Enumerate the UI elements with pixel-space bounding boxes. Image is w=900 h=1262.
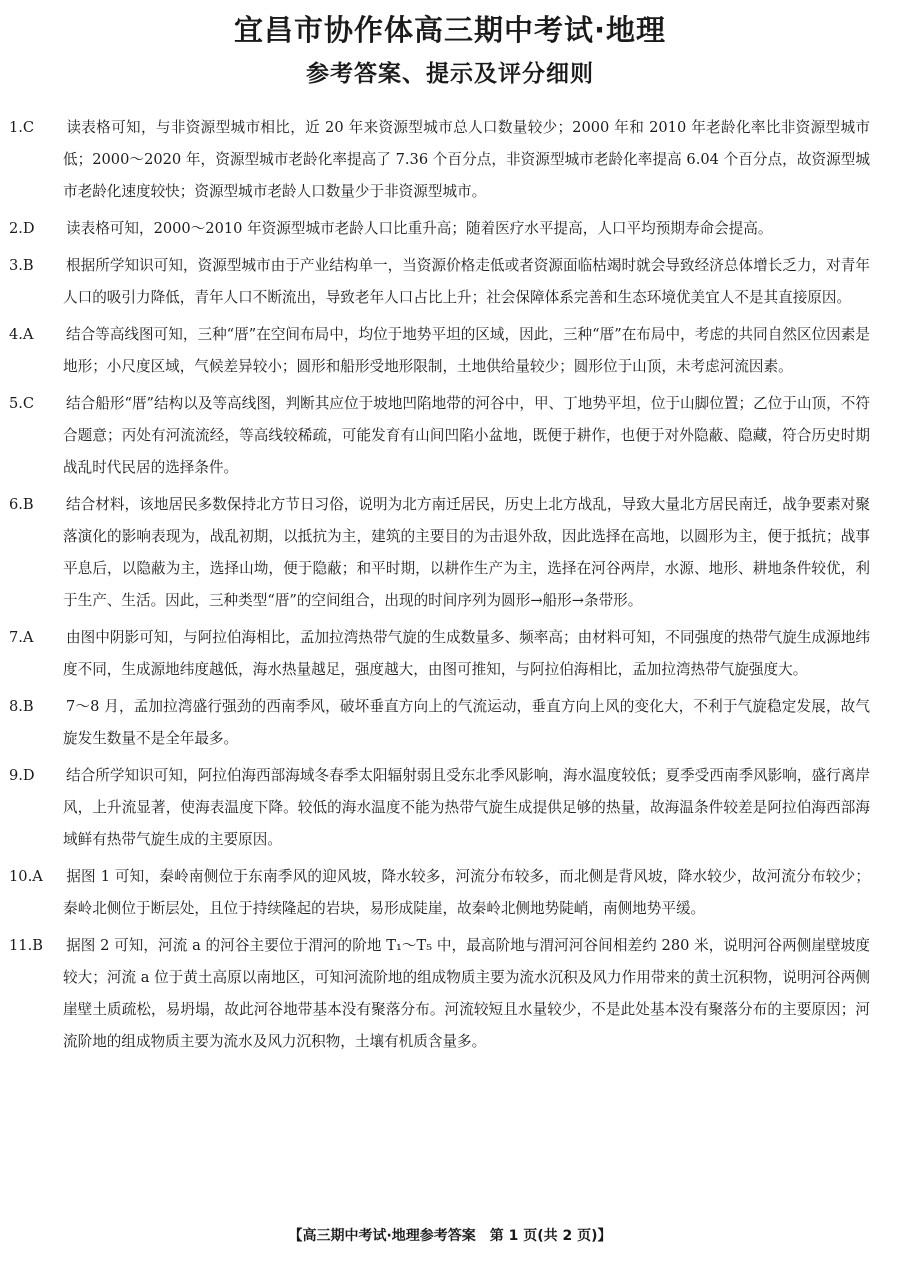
answer-number: 2.D <box>9 220 35 237</box>
answer-explanation: 7～8 月，孟加拉湾盛行强劲的西南季风，破坏垂直方向上的气流运动，垂直方向上风的变化大，不利于气旋稳定发展，故气旋发生数量不是全年最多。 <box>63 698 870 747</box>
answer-item <box>9 388 870 484</box>
answer-item <box>9 250 870 314</box>
answer-item <box>9 112 870 208</box>
answer-item <box>9 319 870 383</box>
answer-explanation: 根据所学知识可知，资源型城市由于产业结构单一，当资源价格走低或者资源面临枯竭时就会导致经济总体增长乏力，对青年人口的吸引力降低，青年人口不断流出，导致老年人口占比上升；社会保障体系完善和生态环境优美宜人不是其直接原因。 <box>63 257 870 306</box>
answer-explanation: 读表格可知，与非资源型城市相比，近 20 年来资源型城市总人口数量较少；2000 年和 2010 年老龄化率比非资源型城市低；2000～2020 年，资源型城市老龄化率提高了 7.36 个百分点，非资源型城市老龄化率提高 6.04 个百分点，故资源型城市老龄化速度较快；资源型城市老龄人口数量少于非资源型城市。 <box>63 119 870 200</box>
answer-item <box>9 489 870 617</box>
answer-number: 7.A <box>9 629 34 646</box>
answer-number: 8.B <box>9 698 34 715</box>
answer-explanation: 结合船形“厝”结构以及等高线图，判断其应位于坡地凹陷地带的河谷中，甲、丁地势平坦，位于山脚位置；乙位于山顶，不符合题意；丙处有河流流经，等高线较稀疏，可能发育有山间凹陷小盆地，既便于耕作，也便于对外隐蔽、隐藏，符合历史时期战乱时代民居的选择条件。 <box>63 395 870 476</box>
answer-number: 10.A <box>9 868 43 885</box>
answer-number: 6.B <box>9 496 34 513</box>
page-subtitle: 参考答案、提示及评分细则 <box>306 61 594 87</box>
answer-explanation: 结合等高线图可知，三种“厝”在空间布局中，均位于地势平坦的区域，因此，三种“厝”在布局中，考虑的共同自然区位因素是地形；小尺度区域，气候差异较小；圆形和船形受地形限制，土地供给量较少；圆形位于山顶，未考虑河流因素。 <box>63 326 870 375</box>
answer-item <box>9 861 870 925</box>
answer-explanation: 由图中阴影可知，与阿拉伯海相比，孟加拉湾热带气旋的生成数量多、频率高；由材料可知，不同强度的热带气旋生成源地纬度不同，生成源地纬度越低，海水热量越足，强度越大，由图可推知，与阿拉伯海相比，孟加拉湾热带气旋强度大。 <box>63 629 870 678</box>
answer-number: 4.A <box>9 326 34 343</box>
page-footer: 【高三期中考试·地理参考答案 第 1 页(共 2 页)】 <box>288 1228 612 1244</box>
answer-list <box>9 112 870 1063</box>
answer-number: 5.C <box>9 395 35 412</box>
page-title: 宜昌市协作体高三期中考试·地理 <box>233 13 667 47</box>
answer-item <box>9 760 870 856</box>
answer-explanation: 结合材料，该地居民多数保持北方节日习俗，说明为北方南迁居民，历史上北方战乱，导致大量北方居民南迁，战争要素对聚落演化的影响表现为，战乱初期，以抵抗为主，建筑的主要目的为击退外敌，因此选择在高地，以圆形为主，便于抵抗；战事平息后，以隐蔽为主，选择山坳，便于隐蔽；和平时期，以耕作生产为主，选择在河谷两岸，水源、地形、耕地条件较优，利于生产、生活。因此，三种类型“厝”的空间组合，出现的时间序列为圆形→船形→条带形。 <box>63 496 870 609</box>
answer-explanation: 据图 2 可知，河流 a 的河谷主要位于渭河的阶地 T₁～T₅ 中，最高阶地与渭河河谷间相差约 280 米，说明河谷两侧崖壁坡度较大；河流 a 位于黄土高原以南地区，可知河流阶地的组成物质主要为流水沉积及风力作用带来的黄土沉积物，说明河谷两侧崖壁土质疏松，易坍塌，故此河谷地带基本没有聚落分布。河流较短且水量较少，不是此处基本没有聚落分布的主要原因；河流阶地的组成物质主要为流水及风力沉积物，土壤有机质含量多。 <box>63 937 870 1050</box>
answer-explanation: 结合所学知识可知，阿拉伯海西部海域冬春季太阳辐射弱且受东北季风影响，海水温度较低；夏季受西南季风影响，盛行离岸风，上升流显著，使海表温度下降。较低的海水温度不能为热带气旋生成提供足够的热量，故海温条件较差是阿拉伯海西部海域鲜有热带气旋生成的主要原因。 <box>63 767 870 848</box>
answer-number: 1.C <box>9 119 35 136</box>
answer-item <box>9 622 870 686</box>
answer-item <box>9 691 870 755</box>
answer-number: 9.D <box>9 767 35 784</box>
answer-item <box>9 213 870 245</box>
answer-explanation: 读表格可知，2000～2010 年资源型城市老龄人口比重升高；随着医疗水平提高，人口平均预期寿命会提高。 <box>66 220 773 237</box>
answer-number: 11.B <box>9 937 43 954</box>
answer-item <box>9 930 870 1058</box>
answer-explanation: 据图 1 可知，秦岭南侧位于东南季风的迎风坡，降水较多，河流分布较多，而北侧是背风坡，降水较少，故河流分布较少；秦岭北侧位于断层处，且位于持续隆起的岩块，易形成陡崖，故秦岭北侧地势陡峭，南侧地势平缓。 <box>63 868 870 917</box>
answer-number: 3.B <box>9 257 34 274</box>
